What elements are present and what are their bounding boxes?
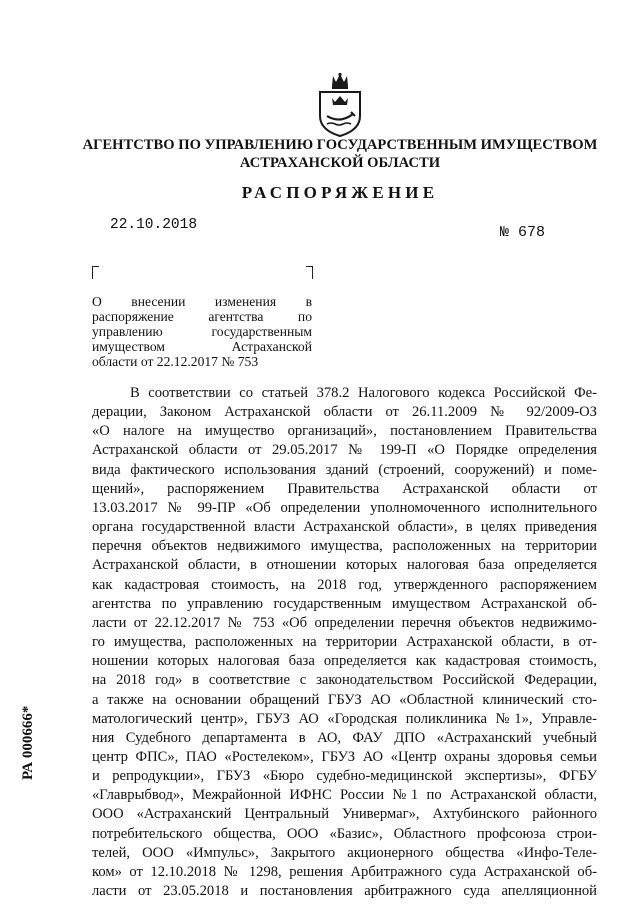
agency-name-line2: АСТРАХАНСКОЙ ОБЛАСТИ [239, 155, 441, 171]
agency-name [60, 136, 620, 172]
body-line: ООО «Астраханский Центральный Универмаг», Ахтубинского районного [92, 806, 597, 823]
side-serial-stamp: РА 000666* [20, 705, 36, 780]
document-subject [92, 294, 312, 369]
body-line: щений», распоряжением Правительства Астраханской области от [92, 480, 597, 497]
body-line: органа государственной власти Астраханской области», в целях приведения [92, 519, 597, 536]
body-line: Астраханской области от 29.05.2017 № 199-П «О Порядке определения [92, 442, 597, 459]
subject-corner-right-mark [306, 266, 313, 279]
body-line: «Главрыбвод», Межрайонной ИФНС России №1 по Астраханской области, [92, 787, 597, 804]
body-line: а также на основании обращений ГБУЗ АО «Областной клинический сто- [92, 691, 597, 708]
body-line: ласти от 22.12.2017 № 753 «Об определении перечня объектов недвижимо- [92, 614, 597, 631]
body-line: «О налоге на имущество организаций», постановлением Правительства [92, 423, 597, 440]
body-line: центр ФПС», ПАО «Ростелеком», ГБУЗ АО «Центр охраны здоровья семьи [92, 748, 597, 765]
body-line: перечня объектов недвижимого имущества, расположенных на территории [92, 538, 597, 555]
body-line: агентства по управлению государственным имуществом Астраханской об- [92, 595, 597, 612]
coat-of-arms-icon [315, 72, 365, 138]
body-line: 13.03.2017 № 99-ПР «Об определении уполномоченного исполнительного [92, 499, 597, 516]
body-line: потребительского общества, ООО «Базис», Областного профсоюза строи- [92, 825, 597, 842]
agency-name-line1: АГЕНТСТВО ПО УПРАВЛЕНИЮ ГОСУДАРСТВЕННЫМ ИМУЩЕСТВОМ [82, 137, 598, 153]
subject-corner-left-mark [92, 266, 99, 279]
body-line: телей, ООО «Импульс», Закрытого акционерного общества «Инфо-Теле- [92, 844, 597, 861]
document-number: № 678 [500, 224, 546, 241]
document-type: РАСПОРЯЖЕНИЕ [241, 183, 439, 202]
body-line: на 2018 год» в соответствие с законодательством Российской Федерации, [92, 672, 597, 689]
document-body [92, 384, 597, 901]
body-line: матологический центр», ГБУЗ АО «Городская поликлиника №1», Управле- [92, 710, 597, 727]
document-date: 22.10.2018 [110, 217, 198, 233]
body-line: ния Судебного департамента в АО, ФАУ ДПО «Астраханский учебный [92, 729, 597, 746]
body-line: ношении которых налоговая база определяется как кадастровая стоимость, [92, 653, 597, 670]
subject-line: распоряжение агентства по [92, 309, 312, 324]
subject-line: О внесении изменения в [92, 294, 312, 309]
subject-line: области от 22.12.2017 № 753 [92, 354, 259, 369]
body-line: и репродукции», ГБУЗ «Бюро судебно-медицинской экспертизы», ФГБУ [92, 768, 597, 785]
body-line: дерации, Законом Астраханской области от 26.11.2009 № 92/2009-ОЗ [92, 404, 597, 421]
body-line: ком» от 12.10.2018 № 1298, решения Арбитражного суда Астраханской об- [92, 863, 597, 880]
body-line: как кадастровая стоимость, на 2018 год, утвержденного распоряжением [92, 576, 597, 593]
body-line: го имущества, расположенных на территории Астраханской области, в от- [92, 634, 597, 651]
subject-line: имуществом Астраханской [92, 339, 312, 354]
subject-line: управлению государственным [92, 324, 312, 339]
body-line: В соответствии со статьей 378.2 Налогового кодекса Российской Фе- [130, 385, 597, 401]
body-line: ласти от 23.05.2018 и постановления арбитражного суда апелляционной [92, 883, 597, 900]
body-line: вида фактического использования зданий (строений, сооружений) и поме- [92, 461, 597, 478]
body-line: Астраханской области, в отношении которых налоговая база определяется [92, 557, 597, 574]
